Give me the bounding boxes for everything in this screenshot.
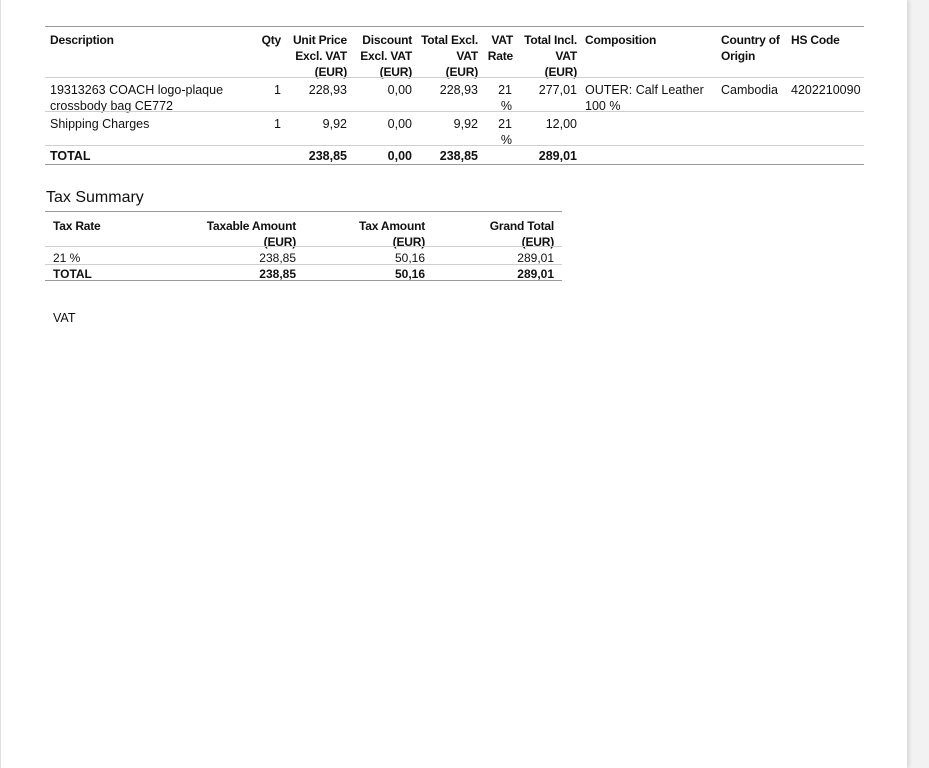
tax-header-taxable-amount: Taxable Amount (EUR)	[206, 219, 296, 249]
table-row-1-vat-rate: 21 %	[498, 83, 512, 113]
table-row-1-hs-code: 4202210090	[791, 83, 861, 97]
tax-header-tax-amount: Tax Amount (EUR)	[359, 219, 425, 249]
table-top-border	[45, 26, 864, 27]
tax-header-grand-total: Grand Total (EUR)	[489, 219, 554, 249]
header-unit-price: Unit Price Excl. VAT (EUR)	[292, 33, 347, 79]
total-discount: 0,00	[387, 149, 412, 163]
row-divider	[45, 264, 562, 265]
tax-summary-title: Tax Summary	[46, 189, 144, 206]
total-incl: 289,01	[538, 149, 577, 163]
tax-total-label: TOTAL	[53, 267, 92, 281]
tax-table-top-border	[45, 211, 562, 212]
tax-row-1-rate: 21 %	[53, 251, 81, 265]
table-bottom-border	[45, 164, 864, 165]
header-total-excl: Total Excl. VAT (EUR)	[421, 33, 478, 79]
tax-header-rate: Tax Rate	[53, 219, 101, 233]
table-row-1-total-incl: 277,01	[538, 83, 577, 97]
total-unit-price: 238,85	[308, 149, 347, 163]
header-qty: Qty	[261, 33, 281, 47]
table-row-1-country: Cambodia	[721, 83, 778, 97]
table-row-2-unit-price: 9,92	[322, 117, 347, 131]
tax-header-bottom-border	[45, 246, 562, 247]
table-row-1-description: 19313263 COACH logo-plaque crossbody bag CE772	[50, 83, 224, 113]
table-row-2-discount: 0,00	[387, 117, 412, 131]
row-divider	[45, 145, 864, 146]
table-row-1-qty: 1	[274, 83, 281, 97]
table-row-1-discount: 0,00	[387, 83, 412, 97]
table-row-2-qty: 1	[274, 117, 281, 131]
table-row-1-unit-price: 228,93	[308, 83, 347, 97]
header-bottom-border	[45, 77, 864, 78]
header-vat-rate: VAT Rate	[487, 33, 513, 63]
tax-total-tax: 50,16	[394, 267, 425, 281]
table-row-2-description: Shipping Charges	[50, 117, 150, 131]
table-row-1-composition: OUTER: Calf Leather 100 %	[585, 83, 704, 113]
header-country-of-origin: Country of Origin	[721, 33, 780, 63]
tax-total-taxable: 238,85	[259, 267, 296, 281]
table-row-2-total-excl: 9,92	[453, 117, 478, 131]
header-total-incl: Total Incl. VAT (EUR)	[524, 33, 577, 79]
table-row-1-total-excl: 228,93	[439, 83, 478, 97]
total-label: TOTAL	[50, 149, 91, 163]
header-composition: Composition	[585, 33, 657, 47]
tax-row-1-taxable: 238,85	[259, 251, 296, 265]
tax-row-1-grand-total: 289,01	[517, 251, 554, 265]
total-excl: 238,85	[439, 149, 478, 163]
header-discount: Discount Excl. VAT (EUR)	[360, 33, 412, 79]
row-divider	[45, 111, 864, 112]
tax-row-1-tax: 50,16	[394, 251, 425, 265]
tax-total-grand-total: 289,01	[517, 267, 554, 281]
tax-table-bottom-border	[45, 280, 562, 281]
vat-note: VAT	[53, 311, 76, 325]
header-description: Description	[50, 33, 114, 47]
header-hs-code: HS Code	[791, 33, 840, 47]
table-row-2-total-incl: 12,00	[545, 117, 577, 131]
table-row-2-vat-rate: 21 %	[498, 117, 512, 147]
